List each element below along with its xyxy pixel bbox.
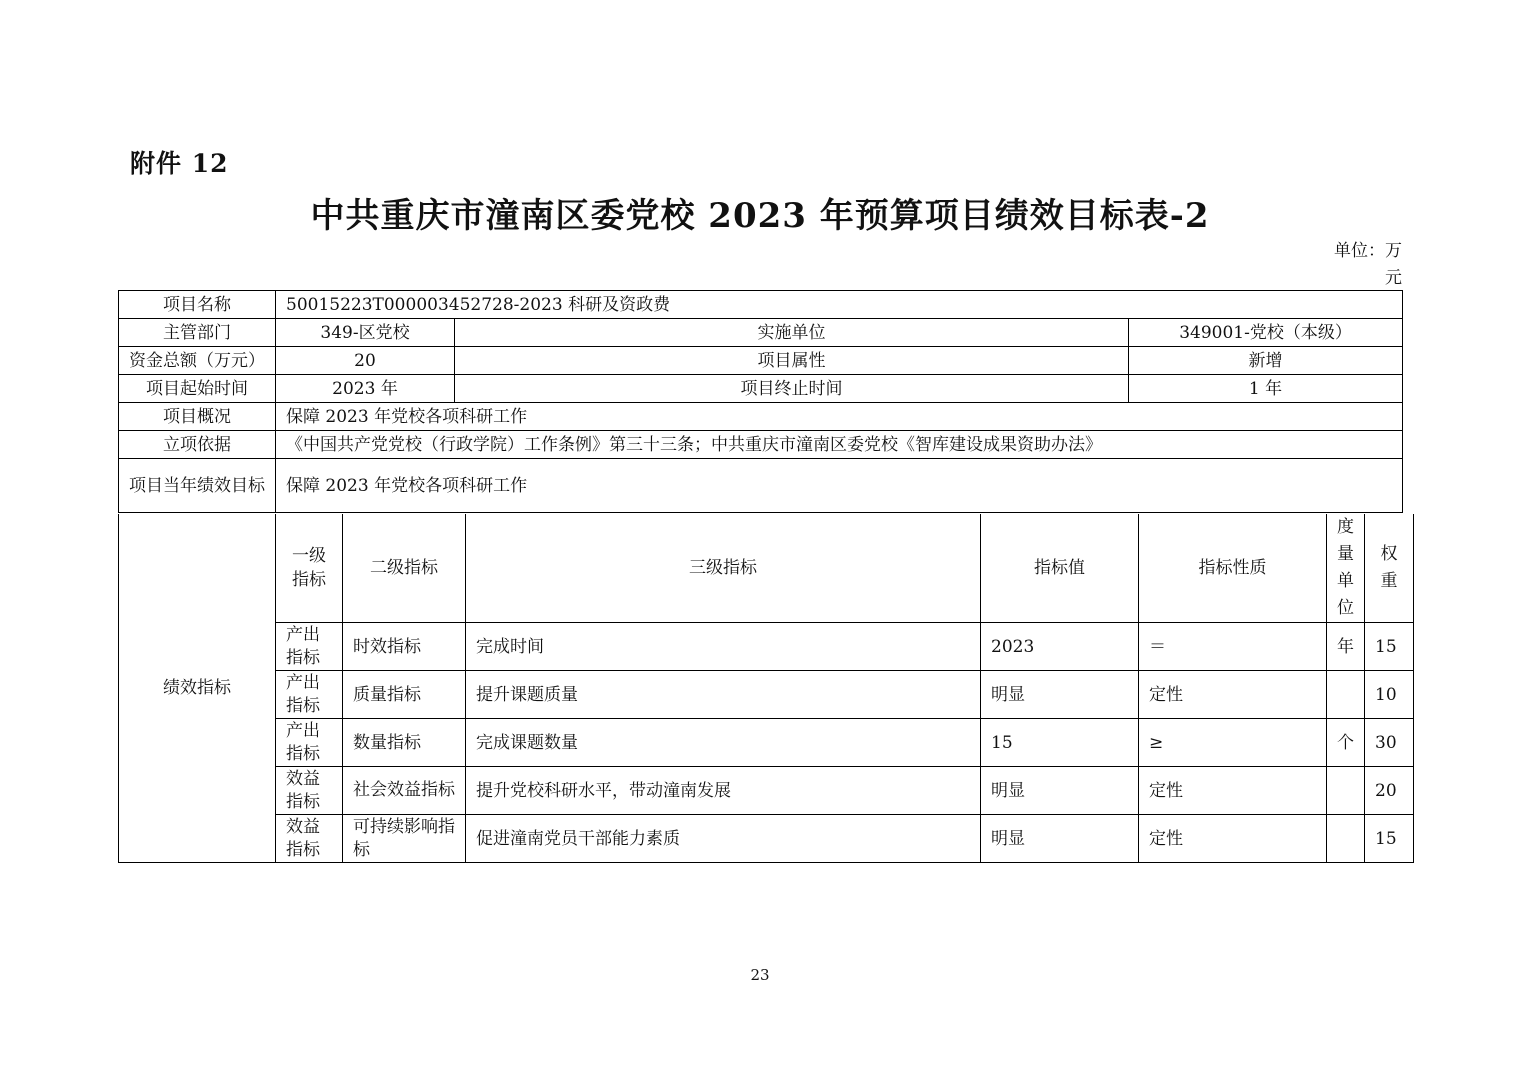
row-level2: 时效指标 (343, 623, 466, 671)
row-level3: 提升课题质量 (466, 671, 981, 719)
end-value: 1 年 (1129, 375, 1403, 403)
indicators-section-label: 绩效指标 (119, 514, 276, 863)
row-level1: 效益指标 (276, 767, 343, 815)
funds-value: 20 (276, 347, 455, 375)
dept-value: 349-区党校 (276, 319, 455, 347)
funds-label: 资金总额（万元） (119, 347, 276, 375)
row-weight: 30 (1365, 719, 1414, 767)
header-level2: 二级指标 (343, 514, 466, 623)
basis-value: 《中国共产党党校（行政学院）工作条例》第三十三条；中共重庆市潼南区委党校《智库建设成果资助办法》 (276, 431, 1403, 459)
row-level3: 提升党校科研水平，带动潼南发展 (466, 767, 981, 815)
row-weight: 15 (1365, 623, 1414, 671)
indicators-header-row (119, 514, 1414, 623)
row-unit (1327, 815, 1365, 863)
basis-label: 立项依据 (119, 431, 276, 459)
row-dept (119, 319, 1403, 347)
row-funds (119, 347, 1403, 375)
overview-label: 项目概况 (119, 403, 276, 431)
start-label: 项目起始时间 (119, 375, 276, 403)
row-level3: 完成时间 (466, 623, 981, 671)
goal-label: 项目当年绩效目标 (119, 459, 276, 513)
row-level3: 完成课题数量 (466, 719, 981, 767)
row-nature: 定性 (1139, 815, 1327, 863)
end-label: 项目终止时间 (455, 375, 1129, 403)
row-level2: 可持续影响指标 (343, 815, 466, 863)
attr-label: 项目属性 (455, 347, 1129, 375)
row-level1: 产出指标 (276, 719, 343, 767)
header-unit: 度量单位 (1327, 514, 1365, 623)
row-project-name (119, 291, 1403, 319)
row-value: 明显 (981, 671, 1139, 719)
impl-value: 349001-党校（本级） (1129, 319, 1403, 347)
indicator-row (119, 719, 1414, 767)
row-level2: 质量指标 (343, 671, 466, 719)
impl-label: 实施单位 (455, 319, 1129, 347)
indicator-row (119, 671, 1414, 719)
row-weight: 10 (1365, 671, 1414, 719)
row-time (119, 375, 1403, 403)
row-unit (1327, 671, 1365, 719)
row-value: 15 (981, 719, 1139, 767)
row-level1: 产出指标 (276, 671, 343, 719)
row-weight: 15 (1365, 815, 1414, 863)
project-name-value: 50015223T000003452728-2023 科研及资政费 (276, 291, 1403, 319)
document-title: 中共重庆市潼南区委党校 2023 年预算项目绩效目标表-2 (310, 196, 1210, 236)
attachment-label: 附件 12 (130, 149, 229, 178)
row-level1: 效益指标 (276, 815, 343, 863)
row-basis (119, 431, 1403, 459)
project-info-table (118, 290, 1403, 513)
row-unit: 个 (1327, 719, 1365, 767)
page-number: 23 (750, 966, 770, 984)
row-nature: ≥ (1139, 719, 1327, 767)
row-level2: 社会效益指标 (343, 767, 466, 815)
row-value: 明显 (981, 767, 1139, 815)
goal-value: 保障 2023 年党校各项科研工作 (276, 459, 1403, 513)
header-weight: 权重 (1365, 514, 1414, 623)
row-overview (119, 403, 1403, 431)
header-level3: 三级指标 (466, 514, 981, 623)
attr-value: 新增 (1129, 347, 1403, 375)
indicator-row (119, 767, 1414, 815)
row-level2: 数量指标 (343, 719, 466, 767)
header-level1: 一级指标 (276, 514, 343, 623)
row-unit: 年 (1327, 623, 1365, 671)
header-nature: 指标性质 (1139, 514, 1327, 623)
row-nature: 定性 (1139, 767, 1327, 815)
unit-note-line2: 元 (1385, 268, 1402, 288)
unit-note-line1: 单位：万 (1334, 241, 1402, 261)
dept-label: 主管部门 (119, 319, 276, 347)
row-unit (1327, 767, 1365, 815)
header-value: 指标值 (981, 514, 1139, 623)
row-goal (119, 459, 1403, 513)
row-nature: ＝ (1139, 623, 1327, 671)
unit-note (1330, 238, 1402, 292)
project-name-label: 项目名称 (119, 291, 276, 319)
row-value: 2023 (981, 623, 1139, 671)
row-level3: 促进潼南党员干部能力素质 (466, 815, 981, 863)
indicator-row (119, 623, 1414, 671)
start-value: 2023 年 (276, 375, 455, 403)
row-nature: 定性 (1139, 671, 1327, 719)
overview-value: 保障 2023 年党校各项科研工作 (276, 403, 1403, 431)
indicators-table (118, 514, 1414, 863)
row-level1: 产出指标 (276, 623, 343, 671)
row-weight: 20 (1365, 767, 1414, 815)
row-value: 明显 (981, 815, 1139, 863)
indicator-row (119, 815, 1414, 863)
